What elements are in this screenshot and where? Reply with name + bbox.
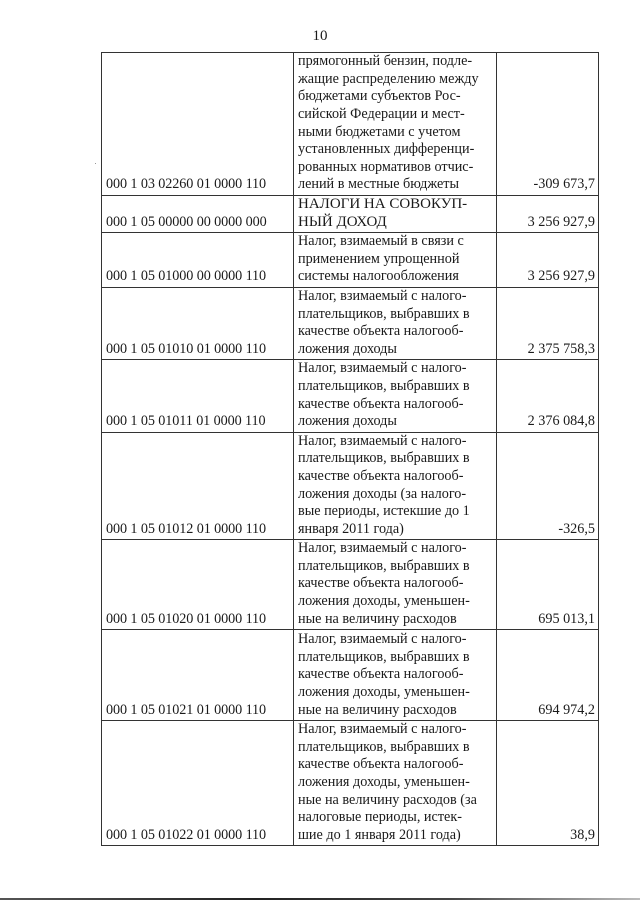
description-cell	[294, 540, 497, 630]
budget-code-cell: 000 1 05 01021 01 0000 110	[102, 630, 294, 721]
amount-cell: -326,5	[497, 432, 599, 540]
description-line: лений в местные бюджеты	[298, 176, 460, 193]
description-line: налоговые периоды, истек-	[298, 809, 462, 826]
table-row	[102, 360, 599, 432]
description-cell	[294, 53, 497, 196]
description-cell	[294, 360, 497, 432]
description-line: жащие распределению между	[298, 70, 479, 87]
budget-code-cell: 000 1 05 01011 01 0000 110	[102, 360, 294, 432]
description-cell	[294, 721, 497, 846]
description-cell	[294, 630, 497, 721]
scan-bottom-edge	[0, 898, 640, 900]
description-line: Налог, взимаемый с налого-	[298, 287, 467, 304]
budget-code-cell: 000 1 05 00000 00 0000 000	[102, 196, 294, 233]
description-line: плательщиков, выбравших в	[298, 648, 470, 665]
description-line: ложения доходы	[298, 413, 397, 430]
amount-cell: 694 974,2	[497, 630, 599, 721]
description-line: ные на величину расходов	[298, 610, 457, 627]
description-line: плательщиков, выбравших в	[298, 377, 470, 394]
amount-cell: 695 013,1	[497, 540, 599, 630]
description-line: Налог, взимаемый в связи с	[298, 233, 464, 250]
description-line: сийской Федерации и мест-	[298, 106, 465, 123]
table-row	[102, 540, 599, 630]
description-line: плательщиков, выбравших в	[298, 450, 470, 467]
description-line: Налог, взимаемый с налого-	[298, 432, 467, 449]
description-line: бюджетами субъектов Рос-	[298, 88, 461, 105]
description-line: ложения доходы, уменьшен-	[298, 684, 470, 701]
amount-cell: 3 256 927,9	[497, 233, 599, 288]
description-line: ложения доходы	[298, 340, 397, 357]
table-row	[102, 630, 599, 721]
description-cell	[294, 233, 497, 288]
description-cell	[294, 196, 497, 233]
description-line: ные на величину расходов	[298, 701, 457, 718]
amount-cell: 2 375 758,3	[497, 287, 599, 359]
table-body	[102, 53, 599, 846]
description-line: прямогонный бензин, подле-	[298, 53, 473, 70]
table-row	[102, 53, 599, 196]
description-line: качестве объекта налогооб-	[298, 395, 464, 412]
amount-cell: -309 673,7	[497, 53, 599, 196]
description-line: вые периоды, истекшие до 1	[298, 503, 470, 520]
budget-code-cell: 000 1 05 01020 01 0000 110	[102, 540, 294, 630]
amount-cell: 3 256 927,9	[497, 196, 599, 233]
description-line: ложения доходы, уменьшен-	[298, 774, 470, 791]
description-line: ными бюджетами с учетом	[298, 123, 461, 140]
description-line: ложения доходы (за налого-	[298, 485, 467, 502]
amount-cell: 2 376 084,8	[497, 360, 599, 432]
budget-code-cell: 000 1 05 01022 01 0000 110	[102, 721, 294, 846]
description-line: качестве объекта налогооб-	[298, 323, 464, 340]
description-line: качестве объекта налогооб-	[298, 467, 464, 484]
description-line: января 2011 года)	[298, 520, 404, 537]
amount-cell: 38,9	[497, 721, 599, 846]
description-line: системы налогообложения	[298, 268, 459, 285]
description-line: НЫЙ ДОХОД	[298, 213, 387, 230]
scan-speck	[95, 163, 96, 164]
page-number: 10	[312, 28, 328, 44]
description-line: установленных дифференци-	[298, 141, 475, 158]
description-line: НАЛОГИ НА СОВОКУП-	[298, 196, 468, 212]
description-line: Налог, взимаемый с налого-	[298, 360, 467, 377]
table-row	[102, 721, 599, 846]
description-line: качестве объекта налогооб-	[298, 666, 464, 683]
description-line: ные на величину расходов (за	[298, 791, 477, 808]
description-line: Налог, взимаемый с налого-	[298, 721, 467, 738]
table-row	[102, 287, 599, 359]
description-line: Налог, взимаемый с налого-	[298, 631, 467, 648]
description-line: ложения доходы, уменьшен-	[298, 593, 470, 610]
budget-code-cell: 000 1 05 01012 01 0000 110	[102, 432, 294, 540]
budget-revenue-table	[101, 52, 599, 846]
description-line: качестве объекта налогооб-	[298, 756, 464, 773]
table-row	[102, 233, 599, 288]
description-cell	[294, 287, 497, 359]
budget-code-cell: 000 1 05 01000 00 0000 110	[102, 233, 294, 288]
description-line: плательщиков, выбравших в	[298, 557, 470, 574]
description-line: рованных нормативов отчис-	[298, 158, 474, 175]
description-cell	[294, 432, 497, 540]
description-line: качестве объекта налогооб-	[298, 575, 464, 592]
description-line: применением упрощенной	[298, 250, 460, 267]
table-row	[102, 432, 599, 540]
table-row	[102, 196, 599, 233]
budget-code-cell: 000 1 05 01010 01 0000 110	[102, 287, 294, 359]
description-line: шие до 1 января 2011 года)	[298, 826, 461, 843]
description-line: Налог, взимаемый с налого-	[298, 540, 467, 557]
description-line: плательщиков, выбравших в	[298, 305, 470, 322]
budget-code-cell: 000 1 03 02260 01 0000 110	[102, 53, 294, 196]
description-line: плательщиков, выбравших в	[298, 738, 470, 755]
